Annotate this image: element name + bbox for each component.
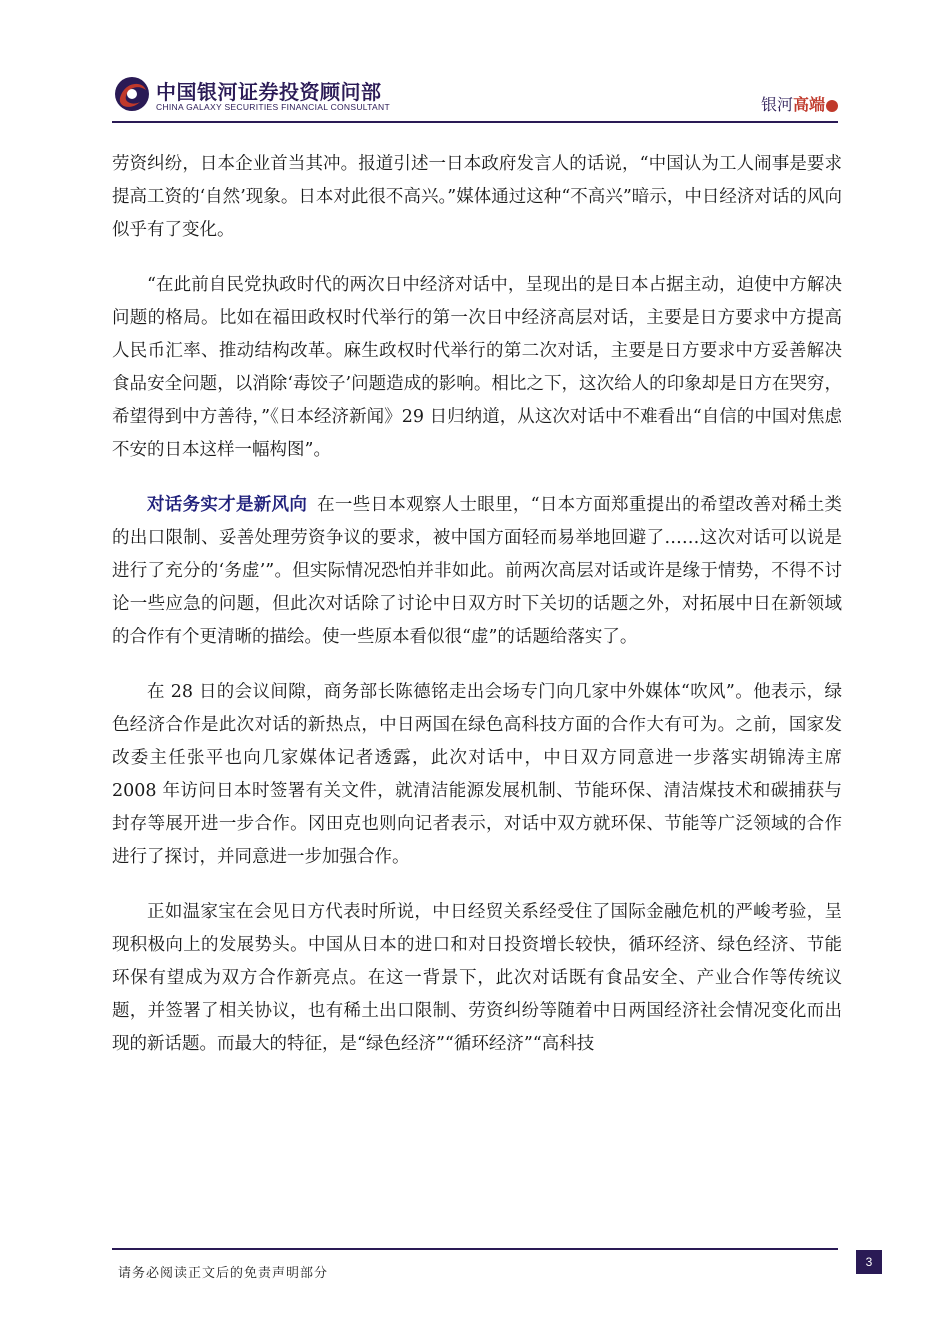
paragraph-1: 劳资纠纷，日本企业首当其冲。报道引述一日本政府发言人的话说，“中国认为工人闹事是要求提高工资的‘自然’现象。日本对此很不高兴。”媒体通过这种“不高兴”暗示，中日经济对话的风向似乎有了变化。	[112, 154, 842, 240]
tagline-part-a: 银河	[760, 95, 793, 114]
seal-icon	[826, 100, 838, 112]
header-divider	[112, 121, 838, 123]
paragraph-3-text: 在一些日本观察人士眼里，“日本方面郑重提出的希望改善对稀土类的出口限制、妥善处理劳资争议的要求，被中国方面轻而易举地回避了……这次对话可以说是进行了充分的‘务虚’”。但实际情况恐怕并非如此。前两次高层对话或许是缘于情势，不得不讨论一些应急的问题，但此次对话除了讨论中日双方时下关切的话题之外，对拓展中日在新领域的合作有个更清晰的描绘。使一些原本看似很“虚”的话题给落实了。	[112, 495, 842, 647]
paragraph-5: 正如温家宝在会见日方代表时所说，中日经贸关系经受住了国际金融危机的严峻考验，呈现积极向上的发展势头。中国从日本的进口和对日投资增长较快，循环经济、绿色经济、节能环保有望成为双方合作新亮点。在这一背景下，此次对话既有食品安全、产业合作等传统议题，并签署了相关协议，也有稀土出口限制、劳资纠纷等随着中日两国经济社会情况变化而出现的新话题。而最大的特征，是“绿色经济”“循环经济”“高科技	[112, 902, 842, 1054]
brand-name-cn: 中国银河证券投资顾问部	[156, 80, 382, 104]
tagline-part-b: 高端	[792, 95, 825, 114]
page-number: 3	[856, 1250, 882, 1274]
paragraph-3	[112, 489, 842, 654]
brand-tagline	[761, 92, 838, 115]
disclaimer-note: 请务必阅读正文后的免责声明部分	[118, 1266, 329, 1281]
paragraph-2: “在此前自民党执政时代的两次日中经济对话中，呈现出的是日本占据主动，迫使中方解决问题的格局。比如在福田政权时代举行的第一次日中经济高层对话，主要是日方要求中方提高人民币汇率、推动结构改革。麻生政权时代举行的第二次对话，主要是日方要求中方妥善解决食品安全问题，以消除‘毒饺子’问题造成的影响。相比之下，这次给人的印象却是日方在哭穷，希望得到中方善待，”《日本经济新闻》29 日归纳道，从这次对话中不难看出“自信的中国对焦虑不安的日本这样一幅构图”。	[112, 275, 842, 460]
article-body	[112, 148, 842, 1083]
section-heading: 对话务实才是新风向	[147, 495, 308, 515]
footer-divider	[112, 1248, 838, 1250]
brand-name-en: CHINA GALAXY SECURITIES FINANCIAL CONSULTANT	[156, 102, 390, 112]
galaxy-swirl-icon	[112, 74, 152, 114]
paragraph-4: 在 28 日的会议间隙，商务部长陈德铭走出会场专门向几家中外媒体“吹风”。他表示，绿色经济合作是此次对话的新热点，中日两国在绿色高科技方面的合作大有可为。之前，国家发改委主任张平也向几家媒体记者透露，此次对话中，中日双方同意进一步落实胡锦涛主席 2008 年访问日本时签署有关文件，就清洁能源发展机制、节能环保、清洁煤技术和碳捕获与封存等展开进一步合作。冈田克也则向记者表示，对话中双方就环保、节能等广泛领域的合作进行了探讨，并同意进一步加强合作。	[112, 682, 842, 867]
page-header	[112, 62, 842, 120]
